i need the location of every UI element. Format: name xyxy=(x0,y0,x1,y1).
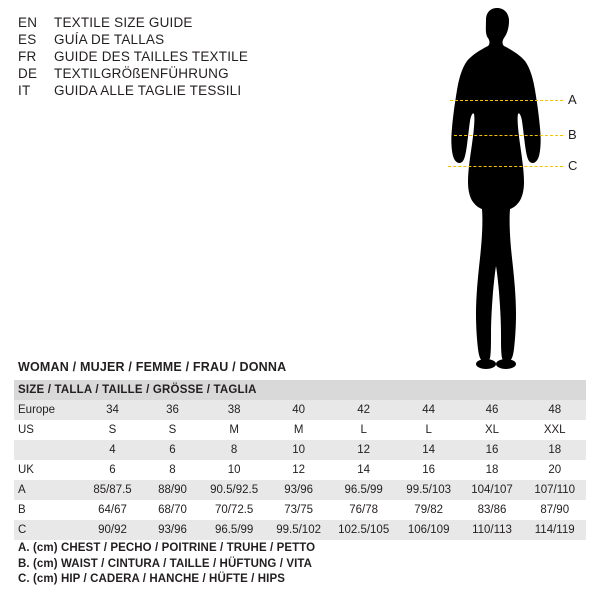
table-cell: 85/87.5 xyxy=(82,480,144,500)
table-header-row xyxy=(14,380,586,400)
table-cell: M xyxy=(267,420,331,440)
table-row xyxy=(14,420,586,440)
table-cell: 70/72.5 xyxy=(202,500,267,520)
table-cell: 16 xyxy=(461,440,524,460)
row-label: B xyxy=(14,500,82,520)
section-title-woman: WOMAN / MUJER / FEMME / FRAU / DONNA xyxy=(18,360,287,374)
language-title: TEXTILGRÖßENFÜHRUNG xyxy=(54,66,229,81)
row-label: C xyxy=(14,520,82,540)
row-label: A xyxy=(14,480,82,500)
table-cell: L xyxy=(331,420,397,440)
table-cell: 114/119 xyxy=(523,520,586,540)
language-code: ES xyxy=(18,32,37,47)
measure-label-waist: B xyxy=(568,127,577,142)
table-cell: XL xyxy=(461,420,524,440)
legend-item-waist: B. (cm) WAIST / CINTURA / TAILLE / HÜFTUNG / VITA xyxy=(18,557,313,570)
table-cell: 18 xyxy=(523,440,586,460)
table-cell: 93/96 xyxy=(143,520,201,540)
table-cell: 96.5/99 xyxy=(202,520,267,540)
table-cell: 73/75 xyxy=(267,500,331,520)
table-cell: L xyxy=(397,420,461,440)
language-title: GUIDE DES TAILLES TEXTILE xyxy=(54,49,249,64)
body-silhouette-icon xyxy=(420,8,590,373)
table-cell: 10 xyxy=(202,460,267,480)
table-cell: S xyxy=(143,420,201,440)
legend-item-chest: A. (cm) CHEST / PECHO / POITRINE / TRUHE / PETTO xyxy=(18,542,316,554)
table-cell: 110/113 xyxy=(461,520,524,540)
language-row-it xyxy=(18,82,348,99)
table-cell: 48 xyxy=(523,400,586,420)
table-header-label: SIZE / TALLA / TAILLE / GRÖSSE / TAGLIA xyxy=(14,380,586,400)
measure-line-chest xyxy=(450,100,563,101)
language-title: GUIDA ALLE TAGLIE TESSILI xyxy=(54,83,242,98)
table-cell: 79/82 xyxy=(397,500,461,520)
female-body-figure xyxy=(420,8,590,373)
table-cell: 12 xyxy=(331,440,397,460)
language-code: FR xyxy=(18,49,37,64)
language-code: EN xyxy=(18,15,38,30)
language-row-es xyxy=(18,31,348,48)
table-cell: XXL xyxy=(523,420,586,440)
table-cell: 64/67 xyxy=(82,500,144,520)
table-cell: 102.5/105 xyxy=(331,520,397,540)
table-row xyxy=(14,500,586,520)
table-cell: 93/96 xyxy=(267,480,331,500)
measure-line-waist xyxy=(454,135,563,136)
table-cell: 6 xyxy=(82,460,144,480)
table-cell: 107/110 xyxy=(523,480,586,500)
row-label xyxy=(14,440,82,460)
table-cell: 6 xyxy=(143,440,201,460)
table-row xyxy=(14,520,586,540)
measure-label-hip: C xyxy=(568,158,578,173)
table-cell: 40 xyxy=(267,400,331,420)
table-cell: 104/107 xyxy=(461,480,524,500)
table-cell: 38 xyxy=(202,400,267,420)
measurement-legend xyxy=(18,541,315,588)
table-cell: 20 xyxy=(523,460,586,480)
measure-label-chest: A xyxy=(568,92,577,107)
table-cell: 18 xyxy=(461,460,524,480)
table-cell: 90/92 xyxy=(82,520,144,540)
measure-line-hip xyxy=(448,166,563,167)
table-row xyxy=(14,480,586,500)
table-cell: 44 xyxy=(397,400,461,420)
table-cell: 16 xyxy=(397,460,461,480)
language-code: DE xyxy=(18,66,38,81)
table-cell: 12 xyxy=(267,460,331,480)
table-cell: 83/86 xyxy=(461,500,524,520)
table-cell: 8 xyxy=(143,460,201,480)
table-cell: 68/70 xyxy=(143,500,201,520)
table-cell: 99.5/103 xyxy=(397,480,461,500)
table-cell: 76/78 xyxy=(331,500,397,520)
legend-item-hip: C. (cm) HIP / CADERA / HANCHE / HÜFTE / HIPS xyxy=(18,573,286,585)
row-label: UK xyxy=(14,460,82,480)
language-title: TEXTILE SIZE GUIDE xyxy=(54,15,193,30)
table-row xyxy=(14,400,586,420)
table-cell: 90.5/92.5 xyxy=(202,480,267,500)
table-cell: 14 xyxy=(331,460,397,480)
table-cell: 34 xyxy=(82,400,144,420)
language-title: GUÍA DE TALLAS xyxy=(54,32,165,47)
table-cell: 36 xyxy=(143,400,201,420)
language-row-en xyxy=(18,14,348,31)
table-cell: 14 xyxy=(397,440,461,460)
table-cell: S xyxy=(82,420,144,440)
table-cell: 96.5/99 xyxy=(331,480,397,500)
table-cell: 87/90 xyxy=(523,500,586,520)
language-row-de xyxy=(18,65,348,82)
table-cell: M xyxy=(202,420,267,440)
table-cell: 10 xyxy=(267,440,331,460)
table-cell: 106/109 xyxy=(397,520,461,540)
size-table xyxy=(14,380,586,540)
table-row xyxy=(14,440,586,460)
table-cell: 99.5/102 xyxy=(267,520,331,540)
table-cell: 88/90 xyxy=(143,480,201,500)
table-cell: 46 xyxy=(461,400,524,420)
language-row-fr xyxy=(18,48,348,65)
table-row xyxy=(14,460,586,480)
row-label: Europe xyxy=(14,400,82,420)
language-code: IT xyxy=(18,83,31,98)
row-label: US xyxy=(14,420,82,440)
table-cell: 4 xyxy=(82,440,144,460)
table-cell: 8 xyxy=(202,440,267,460)
table-cell: 42 xyxy=(331,400,397,420)
language-list xyxy=(18,14,348,99)
